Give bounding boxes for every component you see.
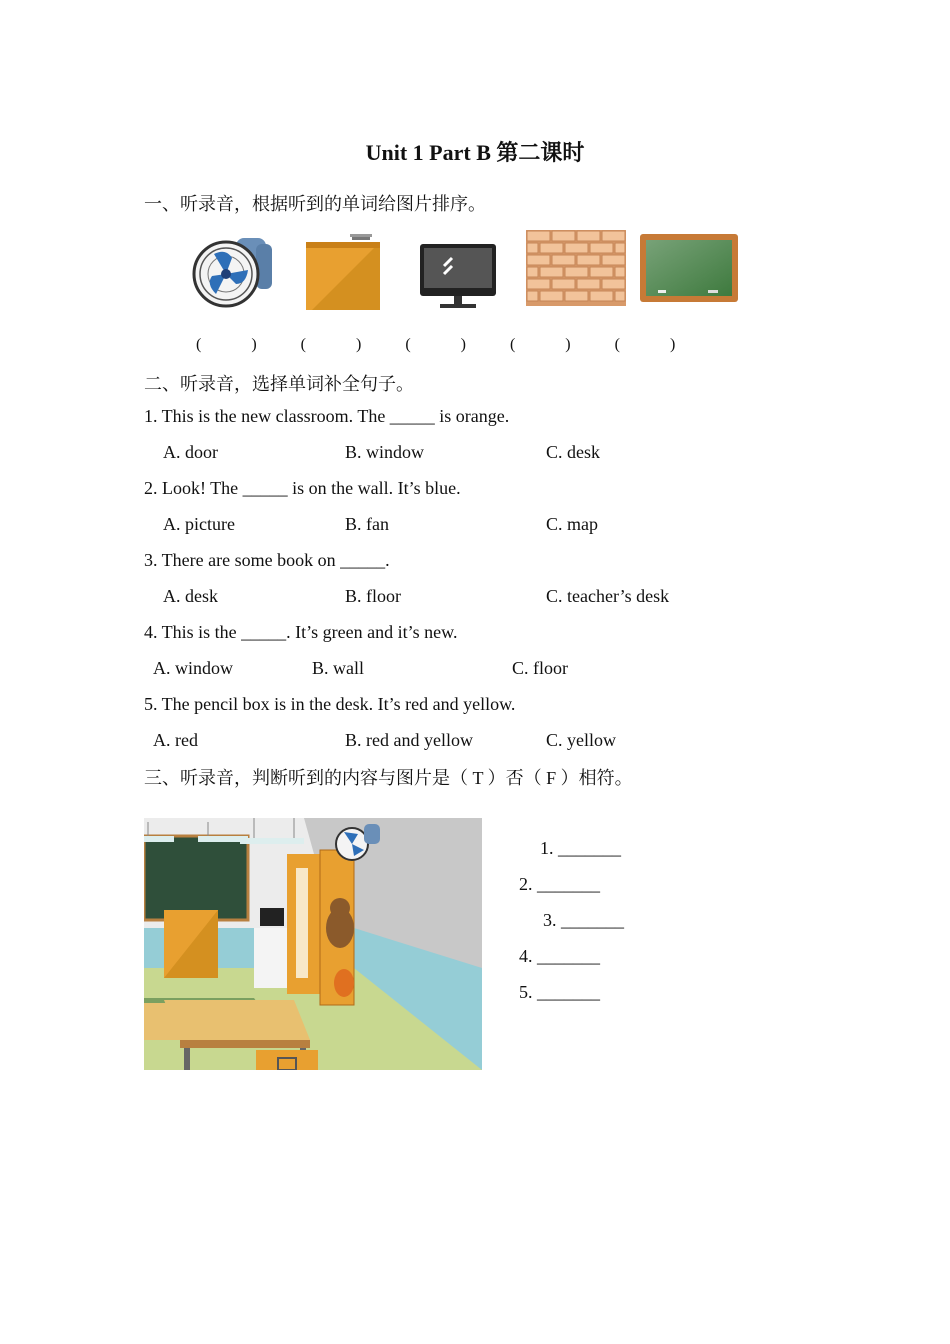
question-2: 2. Look! The _____ is on the wall. It’s blue. bbox=[144, 478, 461, 498]
option-4c: C. floor bbox=[512, 658, 568, 678]
option-2a: A. picture bbox=[163, 514, 235, 534]
question-3: 3. There are some book on _____. bbox=[144, 550, 390, 570]
answer-3[interactable]: 3. _______ bbox=[543, 910, 624, 930]
question-4: 4. This is the _____. It’s green and it’s new. bbox=[144, 622, 458, 642]
option-1a: A. door bbox=[163, 442, 218, 462]
option-2b: B. fan bbox=[345, 514, 389, 534]
option-5c: C. yellow bbox=[546, 730, 616, 750]
option-2c: C. map bbox=[546, 514, 598, 534]
answer-1[interactable]: 1. _______ bbox=[540, 838, 621, 858]
computer-icon bbox=[414, 226, 524, 310]
blackboard-icon bbox=[636, 226, 742, 310]
answer-5[interactable]: 5. _______ bbox=[519, 982, 600, 1002]
option-4a: A. window bbox=[153, 658, 233, 678]
option-1c: C. desk bbox=[546, 442, 600, 462]
section2-heading: 二、听录音，选择单词补全句子。 bbox=[144, 374, 414, 394]
option-5b: B. red and yellow bbox=[345, 730, 473, 750]
option-4b: B. wall bbox=[312, 658, 364, 678]
wall-icon bbox=[526, 226, 626, 310]
option-3b: B. floor bbox=[345, 586, 401, 606]
answer-4[interactable]: 4. _______ bbox=[519, 946, 600, 966]
section3-heading: 三、听录音，判断听到的内容与图片是（ T ）否（ F ）相符。 bbox=[144, 768, 633, 788]
answer-2[interactable]: 2. _______ bbox=[519, 874, 600, 894]
section1-heading: 一、听录音，根据听到的单词给图片排序。 bbox=[144, 194, 486, 214]
question-1: 1. This is the new classroom. The _____ is orange. bbox=[144, 406, 510, 426]
classroom-picture bbox=[144, 818, 482, 1070]
option-1b: B. window bbox=[345, 442, 425, 462]
option-3c: C. teacher’s desk bbox=[546, 586, 670, 606]
question-5: 5. The pencil box is in the desk. It’s red and yellow. bbox=[144, 694, 516, 714]
fan-icon bbox=[186, 226, 296, 310]
desk-icon bbox=[300, 226, 410, 310]
option-5a: A. red bbox=[153, 730, 198, 750]
answer-paren-row: ( ) ( ) ( ) ( ) ( ) bbox=[196, 336, 676, 353]
page-title: Unit 1 Part B 第二课时 bbox=[365, 140, 585, 165]
option-3a: A. desk bbox=[163, 586, 218, 606]
